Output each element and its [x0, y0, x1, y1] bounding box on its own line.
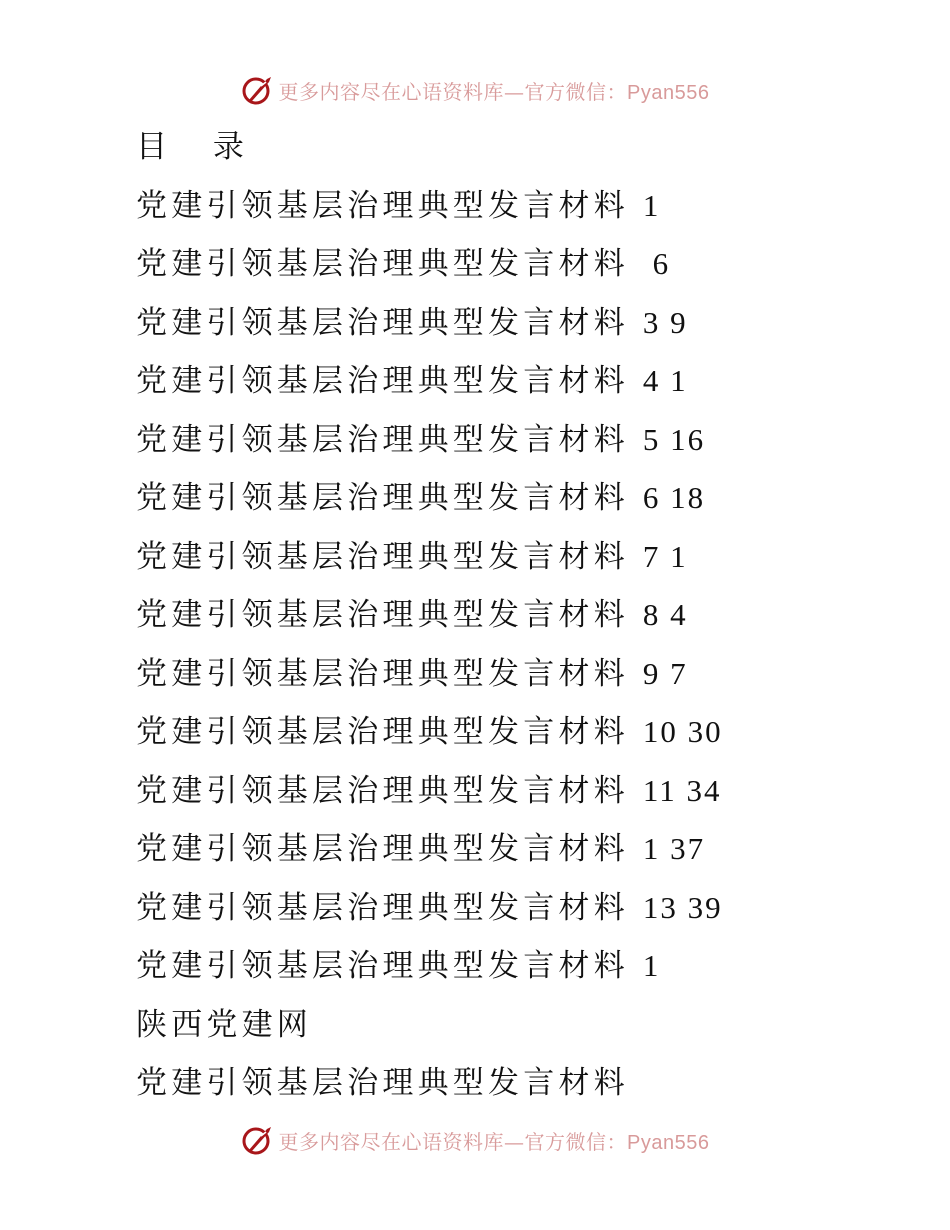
watermark-text: 更多内容尽在心语资料库—官方微信：Pyan556: [278, 1129, 710, 1154]
toc-entry[interactable]: [136, 352, 916, 411]
toc-entry-title: 党建引领基层治理典型发言材料: [136, 187, 629, 224]
toc-title: 目 录: [136, 129, 262, 165]
toc-entry-page: 10 30: [642, 714, 723, 749]
toc-entry[interactable]: [136, 469, 916, 528]
toc-entry[interactable]: [136, 586, 916, 645]
toc-entry-page: 9 7: [642, 655, 688, 691]
toc-entry[interactable]: [136, 820, 916, 879]
toc-entry[interactable]: [136, 177, 916, 236]
toc-list: [136, 177, 916, 996]
toc-entry[interactable]: [136, 762, 916, 821]
toc-entry[interactable]: [136, 411, 916, 470]
toc-entry[interactable]: [136, 703, 916, 762]
toc-entry-page: 13 39: [642, 889, 723, 925]
toc-entry-page: 6 18: [642, 480, 706, 515]
toc-entry-title: 党建引领基层治理典型发言材料: [136, 655, 629, 692]
toc-entry-title: 党建引领基层治理典型发言材料: [136, 363, 629, 399]
toc-entry-page: 3 9: [642, 304, 688, 340]
watermark-text: 更多内容尽在心语资料库—官方微信：Pyan556: [278, 79, 710, 104]
toc-entry-title: 党建引领基层治理典型发言材料: [136, 831, 629, 867]
toc-entry-page: 11 34: [642, 772, 722, 808]
toc-entry-page: 6: [642, 246, 671, 281]
source-line: 陕西党建网: [136, 1006, 312, 1043]
toc-entry[interactable]: [136, 937, 916, 996]
toc-entry[interactable]: [136, 528, 916, 587]
toc-entry-page: 1: [642, 948, 661, 983]
watermark-header: [0, 70, 950, 110]
toc-entry-page: 1 37: [642, 831, 706, 866]
toc-entry-title: 党建引领基层治理典型发言材料: [136, 480, 629, 516]
toc-entry-title: 党建引领基层治理典型发言材料: [136, 597, 629, 633]
toc-entry-title: 党建引领基层治理典型发言材料: [136, 246, 629, 282]
toc-entry[interactable]: [136, 294, 916, 353]
toc-entry-title: 党建引领基层治理典型发言材料: [136, 421, 629, 458]
toc-entry-page: 8 4: [642, 597, 688, 632]
toc-entry-title: 党建引领基层治理典型发言材料: [136, 714, 629, 750]
toc-entry[interactable]: [136, 645, 916, 704]
toc-entry-title: 党建引领基层治理典型发言材料: [136, 772, 629, 809]
toc-entry-page: 7 1: [642, 538, 688, 574]
toc-entry-page: 4 1: [642, 363, 688, 398]
watermark-footer: [0, 1120, 950, 1160]
toc-entry-title: 党建引领基层治理典型发言材料: [136, 304, 629, 341]
article-heading: 党建引领基层治理典型发言材料: [136, 1065, 629, 1101]
toc-entry-title: 党建引领基层治理典型发言材料: [136, 948, 629, 984]
toc-entry-title: 党建引领基层治理典型发言材料: [136, 538, 629, 575]
toc-entry[interactable]: [136, 879, 916, 938]
document-body: [136, 118, 916, 1113]
quill-pen-logo-icon: [241, 1123, 275, 1157]
toc-entry-page: 5 16: [642, 421, 706, 457]
toc-entry[interactable]: [136, 235, 916, 294]
toc-entry-title: 党建引领基层治理典型发言材料: [136, 889, 629, 926]
quill-pen-logo-icon: [241, 73, 275, 107]
toc-entry-page: 1: [642, 187, 661, 223]
